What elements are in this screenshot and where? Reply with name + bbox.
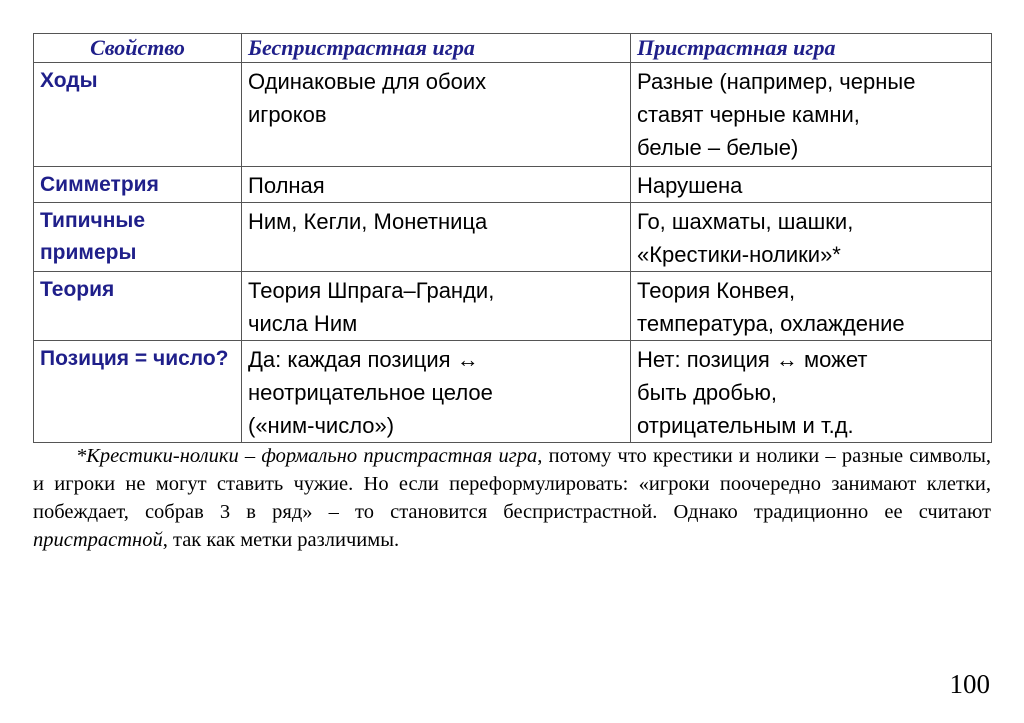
cell-line: Го, шахматы, шашки, <box>637 209 854 234</box>
table-row-theory <box>34 272 992 341</box>
footnote-italic-word: пристрастной <box>33 529 163 551</box>
cell-line: Полная <box>248 173 325 198</box>
property-cell: Позиция = число? <box>34 341 242 443</box>
property-cell: Симметрия <box>34 167 242 203</box>
impartial-cell <box>242 203 631 272</box>
table-row-symmetry <box>34 167 992 203</box>
cell-line: ставят черные камни, <box>637 102 860 127</box>
partisan-cell <box>631 341 992 443</box>
header-property: Свойство <box>34 34 242 63</box>
property-cell: Типичные примеры <box>34 203 242 272</box>
table-header-row <box>34 34 992 63</box>
footnote-text: , потому что крестики и нолики – разные символы, и игроки не могут ставить чужие. Но если переформулировать: «игроки поочередно занимают клетки, побеждает, собрав 3 в ряд» – то становится беспристрастной. Однако традиционно ее считают <box>33 445 991 523</box>
impartial-cell <box>242 341 631 443</box>
cell-line: Теория Конвея, <box>637 278 796 303</box>
impartial-cell <box>242 63 631 167</box>
table-row-moves <box>34 63 992 167</box>
cell-line: («ним-число») <box>248 413 395 438</box>
cell-line: Нет: позиция ↔ может <box>637 347 868 372</box>
impartial-cell <box>242 167 631 203</box>
property-cell: Ходы <box>34 63 242 167</box>
footnote <box>33 442 991 554</box>
cell-line: Нарушена <box>637 173 743 198</box>
page-number: 100 <box>949 669 990 699</box>
cell-line: игроков <box>248 102 327 127</box>
header-partisan: Пристрастная игра <box>631 34 992 63</box>
comparison-table <box>33 33 992 443</box>
cell-line: температура, охлаждение <box>637 311 905 336</box>
footnote-text-end: , так как метки различимы. <box>162 529 400 551</box>
partisan-cell <box>631 167 992 203</box>
cell-line: числа Ним <box>248 311 358 336</box>
property-cell: Теория <box>34 272 242 341</box>
partisan-cell <box>631 63 992 167</box>
cell-line: Ним, Кегли, Монетница <box>248 209 488 234</box>
cell-line: Одинаковые для обоих <box>248 69 487 94</box>
cell-line: Да: каждая позиция ↔ <box>248 347 479 372</box>
impartial-cell <box>242 272 631 341</box>
footnote-italic-start: *Крестики-нолики – формально пристрастная игра <box>76 445 538 467</box>
header-impartial: Беспристрастная игра <box>242 34 631 63</box>
cell-line: «Крестики-нолики»* <box>637 242 841 267</box>
cell-line: быть дробью, <box>637 380 778 405</box>
cell-line: неотрицательное целое <box>248 380 493 405</box>
table-row-position <box>34 341 992 443</box>
cell-line: отрицательным и т.д. <box>637 413 854 438</box>
cell-line: белые – белые) <box>637 135 799 160</box>
partisan-cell <box>631 203 992 272</box>
cell-line: Теория Шпрага–Гранди, <box>248 278 495 303</box>
partisan-cell <box>631 272 992 341</box>
cell-line: Разные (например, черные <box>637 69 916 94</box>
table-row-examples <box>34 203 992 272</box>
